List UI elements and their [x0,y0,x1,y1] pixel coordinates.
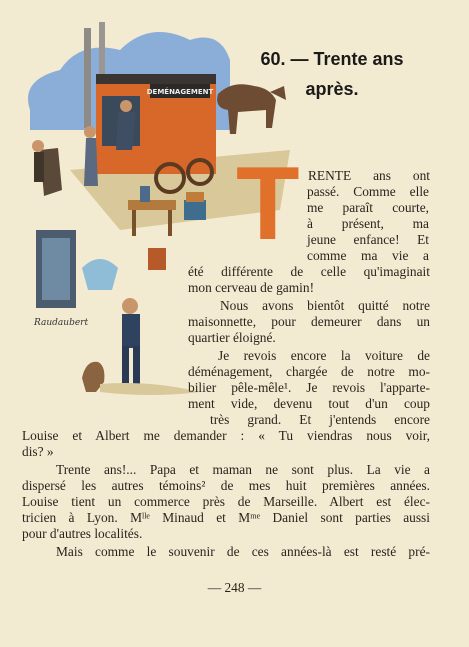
text-line: comme ma vie a [307,248,429,263]
text-line: quartier éloigné. [188,330,276,345]
text-line: jeune enfance! Et [307,232,429,247]
text-line: maisonnette, pour demeurer dans un [188,314,430,329]
text-line: me paraît courte, [307,200,429,215]
text-line: RENTE ans ont [308,168,430,183]
text-line: à présent, ma [307,216,429,231]
drop-cap: T [236,146,300,262]
text-line: Trente ans!... Papa et maman ne sont plus. La vie a [56,462,430,477]
text-line: mon cerveau de gamin! [188,280,315,295]
text-line: dis? » [22,444,54,459]
artist-signature: Raudaubert [34,318,89,328]
text-line: ment vide, devenu tout d'un coup [188,396,430,411]
text-line: tricien à Lyon. Mˡˡᵉ Minaud et Mᵐᵉ Daniel sont parties aussi [22,510,430,525]
text-line: Je revois encore la voiture de [218,348,430,363]
text-line: passé. Comme elle [307,184,429,199]
text-line: très grand. Et j'entends encore [210,412,430,427]
text-line: Mais comme le souvenir de ces années-là est resté pré- [56,544,430,559]
van-sign: DEMÉNAGEMENT [146,88,214,96]
text-line: Louise tient un commerce près de Marseille. Albert est élec- [22,494,430,509]
text-line: déménagement, chargée de notre mo- [188,364,430,379]
chapter-title-line-2: après. [305,79,359,99]
page-number: — 248 — [207,580,262,595]
chapter-title-line-1: 60. — Trente ans [260,49,404,69]
text-line: Nous avons bientôt quitté notre [220,298,430,313]
text-line: bilier pêle-mêle¹. Je revois l'apparte- [188,380,430,395]
text-line: dispersé les autres témoins² de mes huit premières années. [22,478,430,493]
text-line: été différente de celle qu'imaginait [188,264,430,279]
text-line: pour d'autres localités. [22,526,143,541]
text-line: Louise et Albert me demander : « Tu viendras nous voir, [22,428,430,443]
chapter-title [212,44,452,104]
